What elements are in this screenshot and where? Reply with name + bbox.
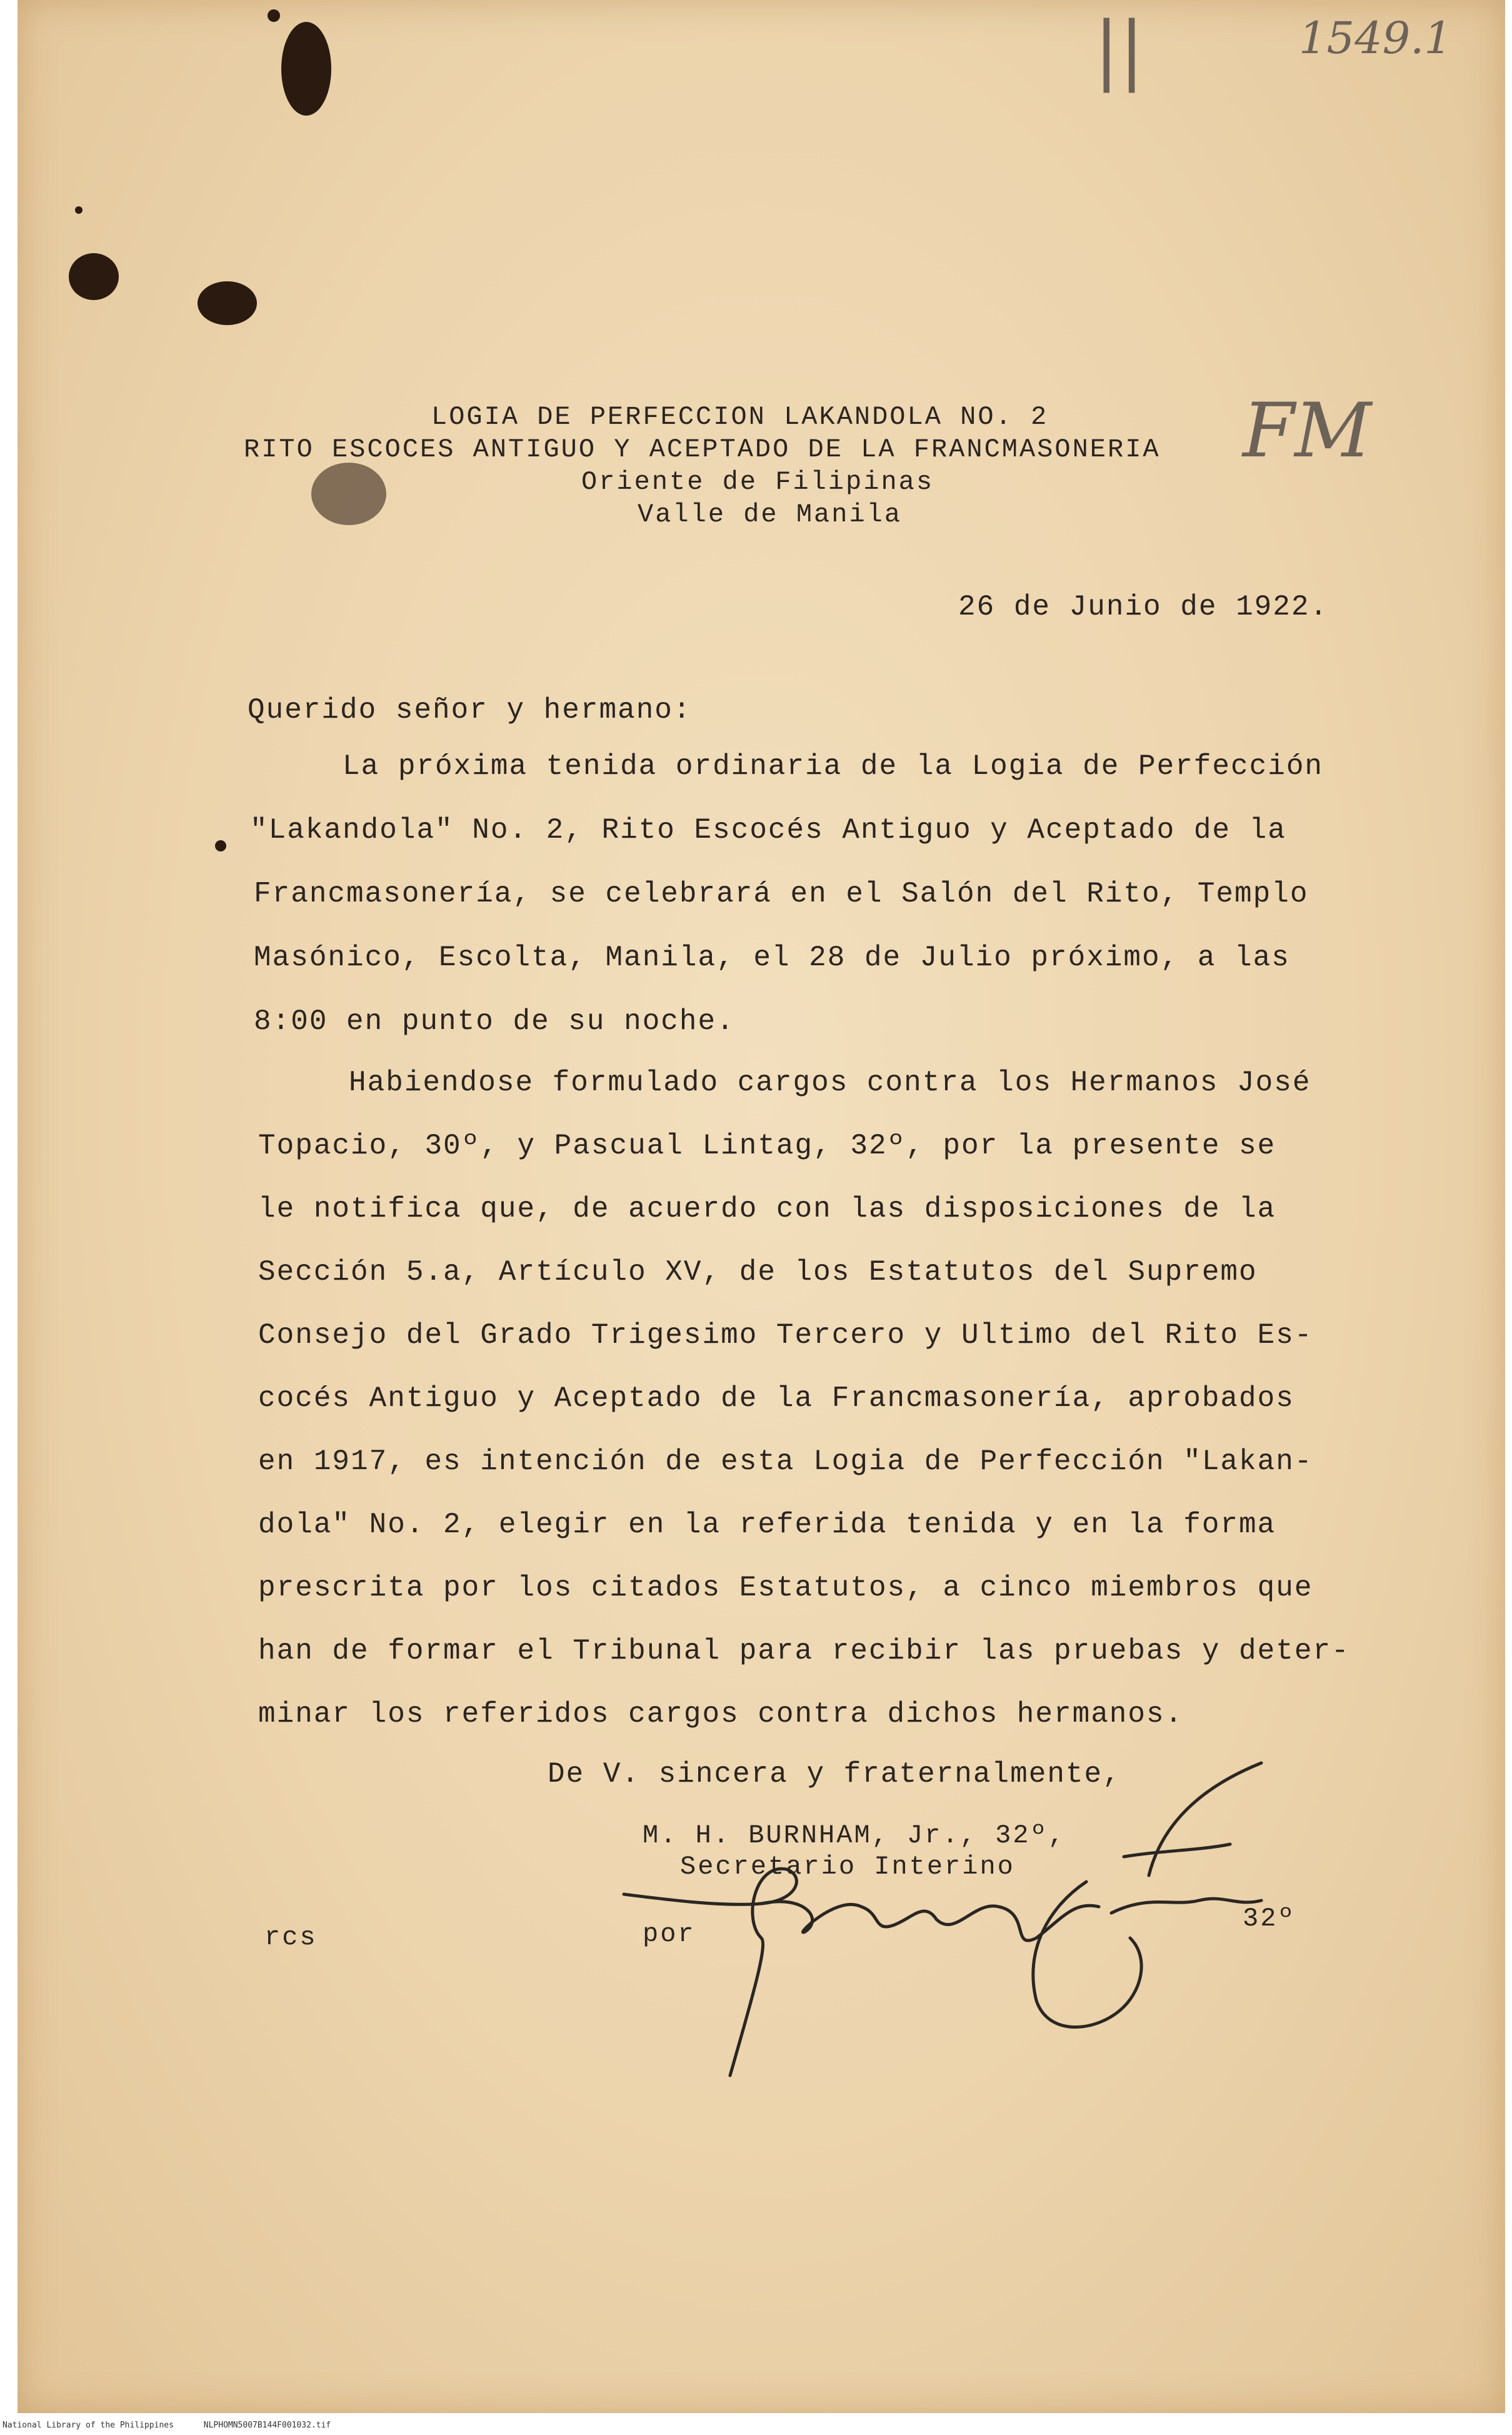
- letter-page: [18, 0, 1505, 2413]
- paragraph-2-line: minar los referidos cargos contra dichos hermanos.: [258, 1698, 1184, 1730]
- paragraph-2-line: en 1917, es intención de esta Logia de Perfección "Lakan-: [258, 1445, 1313, 1478]
- side-initials: FM: [1243, 388, 1372, 474]
- paragraph-2-line: Sección 5.a, Artículo XV, de los Estatutos del Supremo: [258, 1256, 1258, 1288]
- ink-stain: [311, 463, 386, 525]
- paragraph-2-line: Consejo del Grado Trigesimo Tercero y Ultimo del Rito Es-: [258, 1319, 1313, 1352]
- paragraph-2-line: le notifica que, de acuerdo con las disposiciones de la: [258, 1193, 1276, 1225]
- ink-stain: [198, 281, 257, 325]
- closing: De V. sincera y fraternalmente,: [548, 1758, 1121, 1790]
- paragraph-2-line: Habiendose formulado cargos contra los Hermanos José: [349, 1067, 1311, 1099]
- paragraph-1-line: "Lakandola" No. 2, Rito Escocés Antiguo y Aceptado de la: [250, 814, 1286, 846]
- footer-library: National Library of the Philippines: [3, 2421, 174, 2430]
- paragraph-2-line: prescrita por los citados Estatutos, a cinco miembros que: [258, 1572, 1313, 1604]
- ink-stain: [69, 253, 119, 300]
- top-mark: ||: [1094, 6, 1144, 93]
- ink-stain: [215, 840, 226, 851]
- paragraph-1-line: 8:00 en punto de su noche.: [254, 1005, 735, 1038]
- footer-filename: NLPHOMN5007B144F001032.tif: [203, 2421, 331, 2430]
- heading-line-2: RITO ESCOCES ANTIGUO Y ACEPTADO DE LA FRANCMASONERIA: [244, 434, 1161, 464]
- signatory-degree: 32º: [1243, 1904, 1296, 1934]
- paragraph-1-line: La próxima tenida ordinaria de la Logia de Perfección: [343, 750, 1324, 783]
- signatory-title: Secretario Interino: [680, 1852, 1015, 1882]
- ink-stain: [281, 22, 331, 116]
- archive-number: 1549.1: [1299, 13, 1452, 64]
- paragraph-2-line: han de formar el Tribunal para recibir las pruebas y deter-: [258, 1635, 1350, 1667]
- letter-date: 26 de Junio de 1922.: [958, 591, 1329, 623]
- paragraph-1-line: Masónico, Escolta, Manila, el 28 de Julio próximo, a las: [254, 941, 1290, 974]
- archive-footer: [0, 2421, 1512, 2435]
- typist-initials: rcs: [264, 1922, 318, 1952]
- heading-line-1: LOGIA DE PERFECCION LAKANDOLA NO. 2: [431, 402, 1049, 432]
- ink-stain: [75, 206, 83, 214]
- signatory-por: por: [643, 1919, 696, 1949]
- paragraph-2-line: Topacio, 30º, y Pascual Lintag, 32º, por la presente se: [258, 1130, 1276, 1162]
- ink-stain: [268, 9, 280, 22]
- salutation: Querido señor y hermano:: [248, 694, 692, 726]
- handwritten-signature: [599, 1750, 1349, 2101]
- signatory-name: M. H. BURNHAM, Jr., 32º,: [643, 1820, 1066, 1850]
- paragraph-2-line: dola" No. 2, elegir en la referida tenida y en la forma: [258, 1509, 1276, 1541]
- paragraph-2-line: cocés Antiguo y Aceptado de la Francmasonería, aprobados: [258, 1382, 1294, 1415]
- paragraph-1-line: Francmasonería, se celebrará en el Salón del Rito, Templo: [254, 878, 1309, 910]
- heading-line-3: Oriente de Filipinas: [581, 467, 934, 497]
- heading-line-4: Valle de Manila: [638, 500, 903, 530]
